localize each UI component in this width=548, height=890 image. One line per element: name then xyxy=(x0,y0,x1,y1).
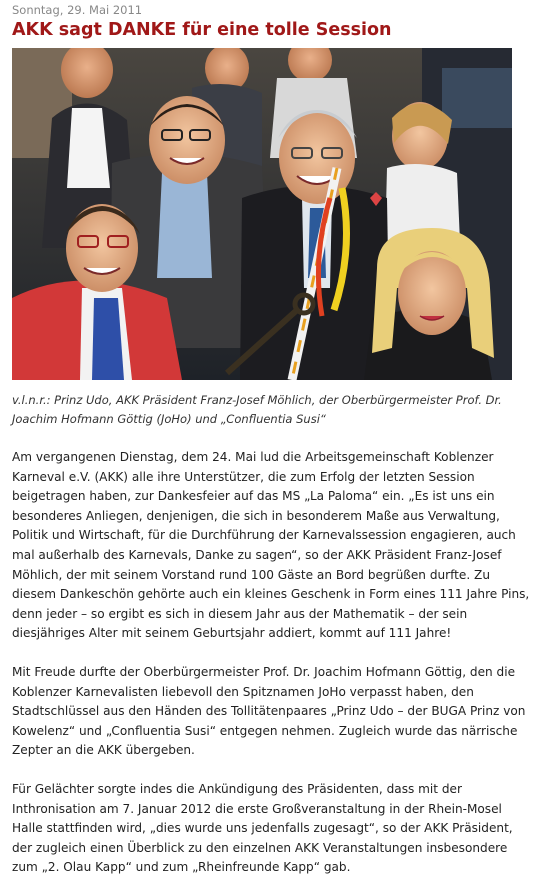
article xyxy=(12,0,532,890)
article-paragraph: Am vergangenen Dienstag, dem 24. Mai lud die Arbeitsgemeinschaft Koblenzer Karneval e.V. (AKK) alle ihre Unterstützer, die zum Erfolg der letzten Session beigetragen haben, zur Dankesfeier auf das MS „La Paloma“ ein. „Es ist uns ein besonderes Anliegen, denjenigen, die sich in besonderem Maße aus Verwaltung, Politik und Wirtschaft, für die Durchführung der Karnevalssession engagieren, auch mal außerhalb des Karnevals, Danke zu sagen“, so der AKK Präsident Franz-Josef Möhlich, der mit seinem Vorstand rund 100 Gäste an Bord begrüßen durfte. Zu diesem Dankeschön gehörte auch ein kleines Geschenk in Form eines 111 Jahre Pins, denn jeder – so ergibt es sich in diesem Jahr aus der Mathematik – der sein diesjähriges Alter mit seinem Geburtsjahr addiert, kommt auf 111 Jahre! xyxy=(12,450,530,641)
photo-caption: v.l.n.r.: Prinz Udo, AKK Präsident Franz-Josef Möhlich, der Oberbürgermeister Prof. Dr. Joachim Hofmann Göttig (JoHo) und „Confluentia Susi“ xyxy=(12,393,502,426)
article-paragraph: Für Gelächter sorgte indes die Ankündigung des Präsidenten, dass mit der Inthronisation am 7. Januar 2012 die erste Großveranstaltung in der Rhein-Mosel Halle stattfinden wird, „dies wurde uns jedenfalls zugesagt“, so der AKK Präsident, der zugleich einen Überblick zu den einzelnen AKK Veranstaltungen insbesondere zum „2. Olau Kapp“ und zum „Rheinfreunde Kapp“ gab. xyxy=(12,781,513,875)
article-title: AKK sagt DANKE für eine tolle Session xyxy=(12,20,392,40)
photo-illustration xyxy=(12,48,512,380)
article-paragraph: Mit Freude durfte der Oberbürgermeister Prof. Dr. Joachim Hofmann Göttig, den die Koblenzer Karnevalisten liebevoll den Spitznamen JoHo verpasst haben, den Stadtschlüssel aus den Händen des Tollitätenpaares „Prinz Udo – der BUGA Prinz von Kowelenz“ und „Confluentia Susi“ entgegen nehmen. Zugleich wurde das närrische Zepter an die AKK übergeben. xyxy=(12,664,526,758)
article-date: Sonntag, 29. Mai 2011 xyxy=(12,3,143,17)
article-photo xyxy=(12,48,512,380)
